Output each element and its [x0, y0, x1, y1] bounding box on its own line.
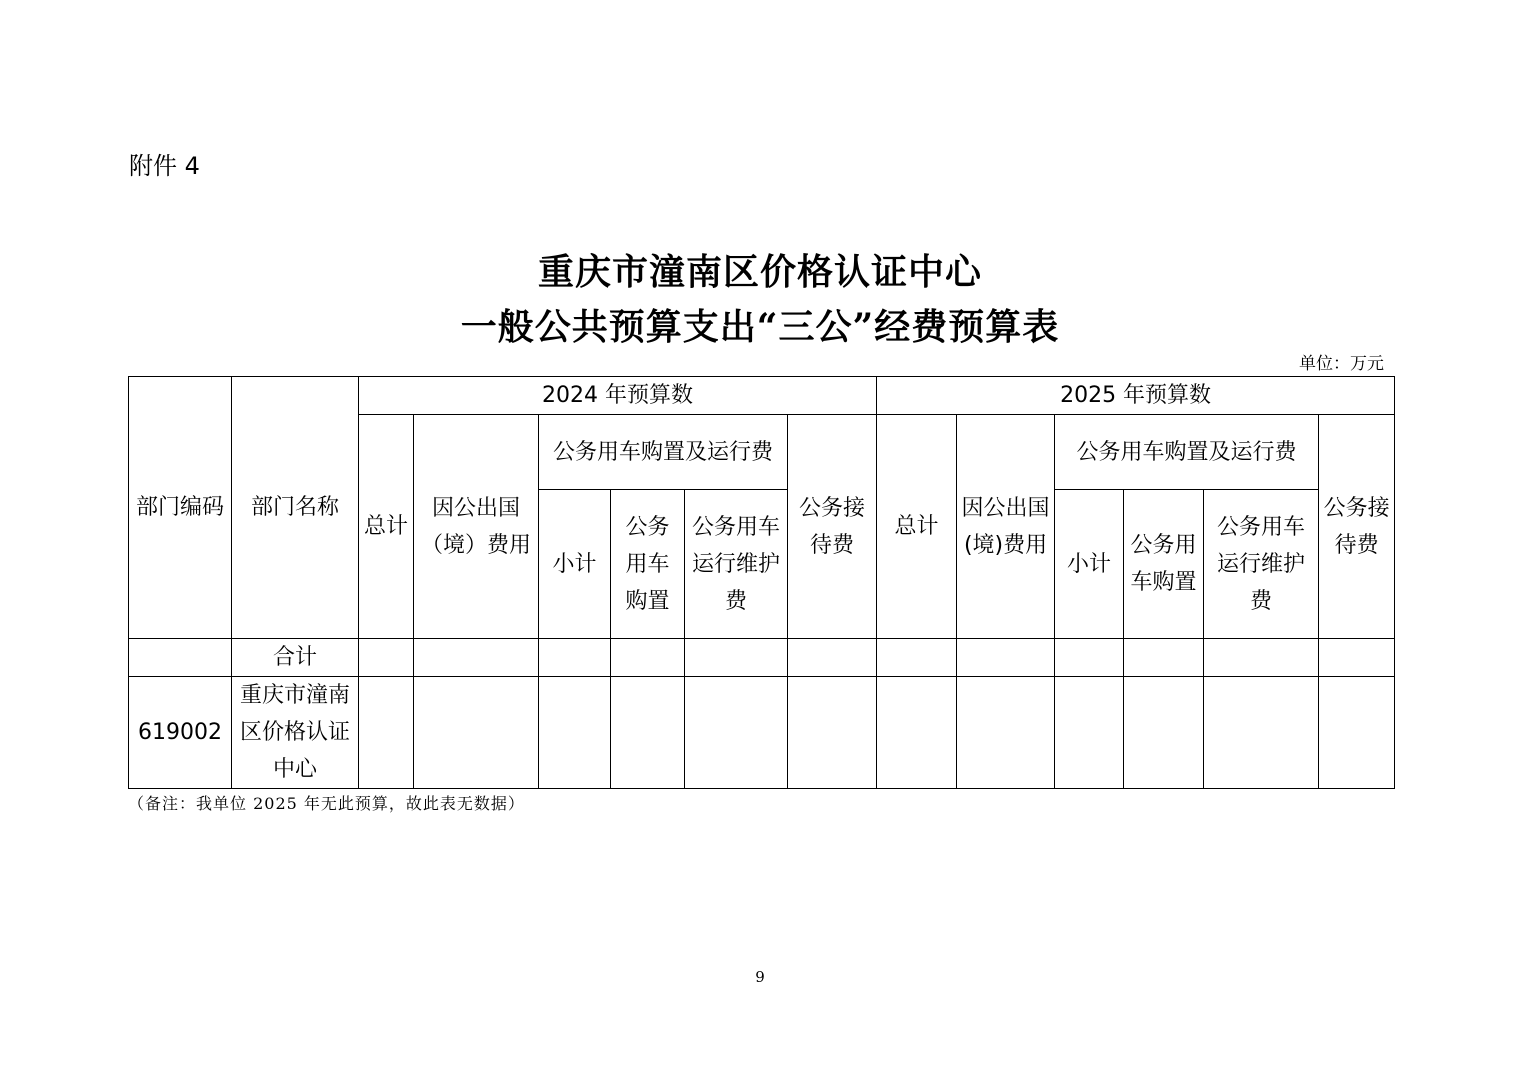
header-2024-abroad: 因公出国（境）费用 [414, 415, 539, 639]
page-title-line2: 一般公共预算支出“三公”经费预算表 [460, 306, 1060, 348]
header-row-years [129, 377, 1395, 415]
header-2025-vehicle: 公务用车购置及运行费 [1055, 415, 1319, 490]
table-cell [877, 639, 957, 677]
header-2024-purchase: 公务用车购置 [611, 490, 685, 639]
header-dept-name: 部门名称 [232, 377, 359, 639]
budget-table [128, 376, 1395, 789]
header-2024-reception: 公务接待费 [788, 415, 877, 639]
row-code: 619002 [129, 677, 232, 789]
table-cell [539, 677, 611, 789]
table-cell [1319, 639, 1395, 677]
table-cell [1204, 677, 1319, 789]
header-year-2024: 2024 年预算数 [359, 377, 877, 415]
header-year-2025: 2025 年预算数 [877, 377, 1395, 415]
table-cell [611, 677, 685, 789]
header-2025-total: 总计 [877, 415, 957, 639]
table-cell [1124, 639, 1204, 677]
header-2025-purchase: 公务用车购置 [1124, 490, 1204, 639]
header-2024-operation: 公务用车运行维护费 [685, 490, 788, 639]
table-cell [877, 677, 957, 789]
table-row-dept [129, 677, 1395, 789]
header-2025-abroad: 因公出国(境)费用 [957, 415, 1055, 639]
header-2025-reception: 公务接待费 [1319, 415, 1395, 639]
table-cell [539, 639, 611, 677]
header-2024-vehicle: 公务用车购置及运行费 [539, 415, 788, 490]
table-cell [414, 639, 539, 677]
header-2025-subtotal: 小计 [1055, 490, 1124, 639]
header-2025-operation: 公务用车运行维护费 [1204, 490, 1319, 639]
table-cell [611, 639, 685, 677]
table-cell [788, 639, 877, 677]
table-cell [359, 639, 414, 677]
row-name: 合计 [232, 639, 359, 677]
table-cell [957, 677, 1055, 789]
table-cell [1055, 677, 1124, 789]
table-cell [1204, 639, 1319, 677]
table-cell [957, 639, 1055, 677]
header-2024-subtotal: 小计 [539, 490, 611, 639]
attachment-label: 附件 4 [129, 152, 200, 180]
table-cell [685, 677, 788, 789]
table-cell [1124, 677, 1204, 789]
page-number: 9 [755, 968, 765, 986]
table-cell [685, 639, 788, 677]
table-cell [788, 677, 877, 789]
header-dept-code: 部门编码 [129, 377, 232, 639]
row-name: 重庆市潼南区价格认证中心 [232, 677, 359, 789]
table-cell [1055, 639, 1124, 677]
header-2024-total: 总计 [359, 415, 414, 639]
table-cell [359, 677, 414, 789]
footnote: （备注：我单位 2025 年无此预算，故此表无数据） [128, 794, 525, 813]
unit-label: 单位：万元 [1299, 354, 1384, 374]
row-code [129, 639, 232, 677]
table-cell [414, 677, 539, 789]
table-row-total [129, 639, 1395, 677]
page-title-line1: 重庆市潼南区价格认证中心 [537, 251, 982, 293]
table-cell [1319, 677, 1395, 789]
